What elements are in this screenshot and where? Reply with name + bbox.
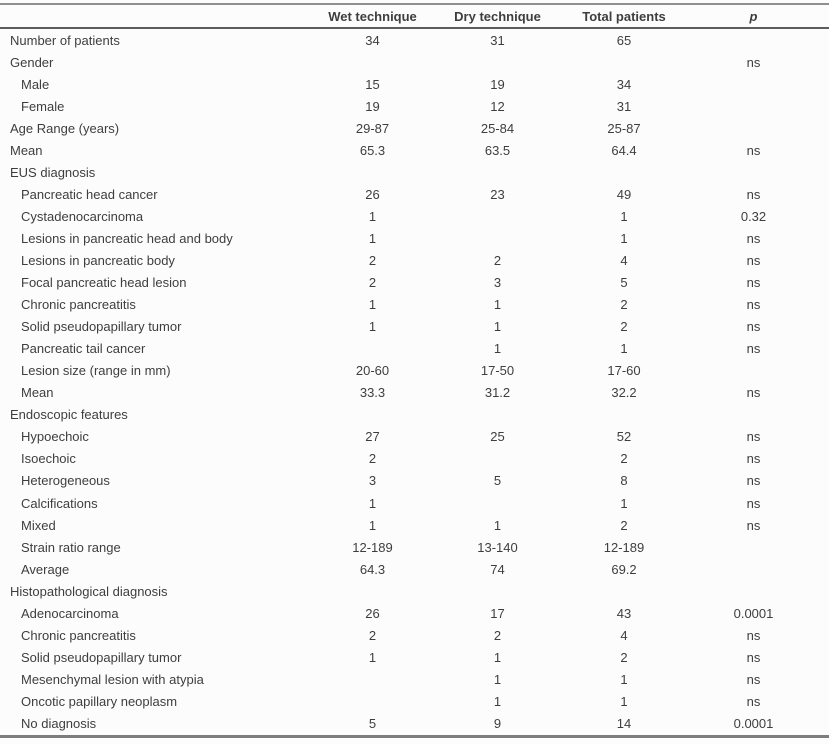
row-label: Hypoechoic [21, 429, 89, 445]
row-label: Lesions in pancreatic body [21, 252, 175, 268]
table-row [0, 360, 829, 382]
cell-dry-technique: 5 [493, 473, 502, 489]
table-row [0, 382, 829, 404]
row-label: Isoechoic [21, 451, 76, 467]
table-row [0, 183, 829, 205]
cell-p-value: ns [746, 319, 761, 335]
cell-wet-technique: 3 [368, 473, 377, 489]
cell-total-patients: 2 [620, 319, 628, 335]
cell-total-patients: 31 [616, 98, 632, 114]
cell-wet-technique: 26 [365, 186, 380, 202]
table-row [0, 338, 829, 360]
row-label: Cystadenocarcinoma [21, 208, 144, 224]
cell-total-patients: 32.2 [611, 385, 637, 401]
cell-total-patients: 17-60 [607, 363, 641, 379]
cell-wet-technique: 12-189 [352, 539, 393, 555]
cell-p-value: ns [746, 649, 761, 665]
cell-total-patients: 2 [620, 649, 628, 665]
cell-dry-technique: 3 [493, 275, 502, 291]
row-label: No diagnosis [21, 715, 97, 731]
row-label: EUS diagnosis [10, 164, 96, 180]
cell-total-patients: 4 [620, 627, 628, 643]
cell-p-value: 0.0001 [733, 605, 774, 621]
cell-dry-technique: 12 [490, 98, 505, 114]
table-row [0, 426, 829, 448]
cell-wet-technique: 33.3 [359, 385, 386, 401]
cell-dry-technique: 13-140 [477, 539, 518, 555]
table-row [0, 580, 829, 602]
cell-p-value: ns [746, 297, 761, 313]
row-label: Chronic pancreatitis [21, 297, 136, 313]
table-header-row [0, 5, 829, 29]
cell-dry-technique: 25 [490, 429, 505, 445]
table-row [0, 249, 829, 271]
cell-total-patients: 2 [620, 517, 628, 533]
cell-dry-technique: 1 [493, 693, 502, 709]
cell-wet-technique: 2 [368, 627, 377, 643]
table-row [0, 602, 829, 624]
cell-dry-technique: 9 [493, 715, 502, 731]
cell-dry-technique: 2 [493, 252, 502, 268]
cell-p-value: ns [746, 275, 761, 291]
table-row [0, 448, 829, 470]
table-row [0, 712, 829, 734]
cell-dry-technique: 1 [493, 517, 502, 533]
row-label: Mesenchymal lesion with atypia [21, 671, 204, 687]
cell-p-value: ns [746, 54, 761, 70]
cell-p-value: ns [746, 186, 761, 202]
cell-p-value: 0.0001 [733, 715, 774, 731]
cell-dry-technique: 1 [493, 649, 502, 665]
cell-total-patients: 64.4 [611, 142, 637, 158]
cell-p-value: ns [746, 693, 761, 709]
table-body [0, 29, 829, 735]
table-row [0, 690, 829, 712]
cell-total-patients: 8 [620, 473, 628, 489]
cell-p-value: ns [746, 627, 761, 643]
row-label: Heterogeneous [21, 473, 110, 489]
table-row [0, 161, 829, 183]
row-label: Solid pseudopapillary tumor [21, 319, 182, 335]
cell-wet-technique: 20-60 [355, 363, 390, 379]
cell-p-value: ns [746, 230, 761, 246]
row-label: Endoscopic features [10, 407, 128, 423]
cell-total-patients: 1 [620, 495, 628, 511]
cell-wet-technique: 1 [368, 495, 377, 511]
table-row [0, 492, 829, 514]
cell-wet-technique: 2 [368, 252, 377, 268]
cell-total-patients: 4 [620, 252, 628, 268]
cell-p-value: ns [746, 517, 761, 533]
row-label: Age Range (years) [10, 120, 120, 136]
row-label: Lesions in pancreatic head and body [21, 230, 233, 246]
table-row [0, 29, 829, 51]
cell-wet-technique: 2 [368, 451, 377, 467]
cell-wet-technique: 1 [368, 649, 377, 665]
row-label: Focal pancreatic head lesion [21, 275, 187, 291]
cell-dry-technique: 25-84 [480, 120, 515, 136]
cell-dry-technique: 2 [493, 627, 502, 643]
cell-wet-technique: 1 [368, 517, 377, 533]
table-row [0, 205, 829, 227]
row-label: Male [21, 76, 50, 92]
cell-dry-technique: 31.2 [484, 385, 511, 401]
cell-dry-technique: 31 [490, 32, 505, 48]
cell-p-value: 0.32 [740, 208, 767, 224]
header-p-value: p [749, 8, 758, 24]
table-row [0, 404, 829, 426]
cell-wet-technique: 26 [365, 605, 380, 621]
cell-p-value: ns [746, 142, 761, 158]
cell-p-value: ns [746, 473, 761, 489]
cell-total-patients: 49 [616, 186, 632, 202]
cell-p-value: ns [746, 671, 761, 687]
row-label: Chronic pancreatitis [21, 627, 136, 643]
cell-total-patients: 69.2 [611, 561, 637, 577]
row-label: Pancreatic tail cancer [21, 341, 146, 357]
row-label: Oncotic papillary neoplasm [21, 693, 178, 709]
cell-total-patients: 2 [620, 451, 628, 467]
table-row [0, 227, 829, 249]
table-row [0, 139, 829, 161]
row-label: Histopathological diagnosis [10, 583, 168, 599]
cell-dry-technique: 1 [493, 341, 502, 357]
row-label: Mean [10, 142, 43, 158]
cell-p-value: ns [746, 252, 761, 268]
cell-wet-technique: 19 [365, 98, 380, 114]
cell-total-patients: 1 [620, 208, 628, 224]
cell-total-patients: 34 [616, 76, 632, 92]
row-label: Strain ratio range [21, 539, 121, 555]
cell-dry-technique: 17-50 [480, 363, 515, 379]
cell-wet-technique: 5 [368, 715, 377, 731]
row-label: Solid pseudopapillary tumor [21, 649, 182, 665]
cell-dry-technique: 1 [493, 671, 502, 687]
cell-dry-technique: 17 [490, 605, 505, 621]
cell-dry-technique: 23 [490, 186, 505, 202]
table-bottom-rule [0, 735, 829, 738]
row-label: Average [21, 561, 70, 577]
cell-dry-technique: 63.5 [484, 142, 511, 158]
row-label: Adenocarcinoma [21, 605, 119, 621]
table-row [0, 316, 829, 338]
cell-total-patients: 2 [620, 297, 628, 313]
cell-dry-technique: 74 [490, 561, 505, 577]
cell-total-patients: 25-87 [607, 120, 641, 136]
cell-wet-technique: 15 [365, 76, 380, 92]
cell-wet-technique: 27 [365, 429, 380, 445]
cell-wet-technique: 29-87 [355, 120, 390, 136]
cell-wet-technique: 1 [368, 319, 377, 335]
cell-wet-technique: 2 [368, 275, 377, 291]
cell-total-patients: 1 [620, 230, 628, 246]
table-row [0, 272, 829, 294]
cell-p-value: ns [746, 385, 761, 401]
row-label: Lesion size (range in mm) [21, 363, 171, 379]
row-label: Mean [21, 385, 54, 401]
cell-wet-technique: 65.3 [359, 142, 386, 158]
table-row [0, 73, 829, 95]
row-label: Female [21, 98, 65, 114]
cell-total-patients: 5 [620, 275, 628, 291]
cell-total-patients: 1 [620, 341, 628, 357]
cell-p-value: ns [746, 341, 761, 357]
cell-wet-technique: 1 [368, 230, 377, 246]
table-row [0, 470, 829, 492]
cell-wet-technique: 1 [368, 208, 377, 224]
table-row [0, 95, 829, 117]
table-row [0, 668, 829, 690]
table-row [0, 514, 829, 536]
cell-total-patients: 43 [616, 605, 632, 621]
cell-total-patients: 12-189 [603, 539, 645, 555]
cell-dry-technique: 1 [493, 297, 502, 313]
row-label: Gender [10, 54, 54, 70]
row-label: Calcifications [21, 495, 98, 511]
table-row [0, 624, 829, 646]
cell-wet-technique: 64.3 [359, 561, 386, 577]
table-row [0, 117, 829, 139]
cell-p-value: ns [746, 429, 761, 445]
cell-total-patients: 1 [620, 671, 628, 687]
row-label: Mixed [21, 517, 56, 533]
header-dry-technique: Dry technique [454, 8, 541, 24]
table-row [0, 536, 829, 558]
cell-wet-technique: 1 [368, 297, 377, 313]
cell-total-patients: 65 [616, 32, 632, 48]
cell-p-value: ns [746, 495, 761, 511]
cell-total-patients: 14 [616, 715, 632, 731]
table-row [0, 294, 829, 316]
cell-dry-technique: 1 [493, 319, 502, 335]
cell-dry-technique: 19 [490, 76, 505, 92]
header-wet-technique: Wet technique [328, 8, 417, 24]
cell-total-patients: 52 [616, 429, 632, 445]
table-row [0, 646, 829, 668]
row-label: Number of patients [10, 32, 120, 48]
row-label: Pancreatic head cancer [21, 186, 158, 202]
header-total-patients: Total patients [582, 8, 666, 24]
table-row [0, 558, 829, 580]
cell-p-value: ns [746, 451, 761, 467]
cell-total-patients: 1 [620, 693, 628, 709]
table-row [0, 51, 829, 73]
cell-wet-technique: 34 [365, 32, 380, 48]
